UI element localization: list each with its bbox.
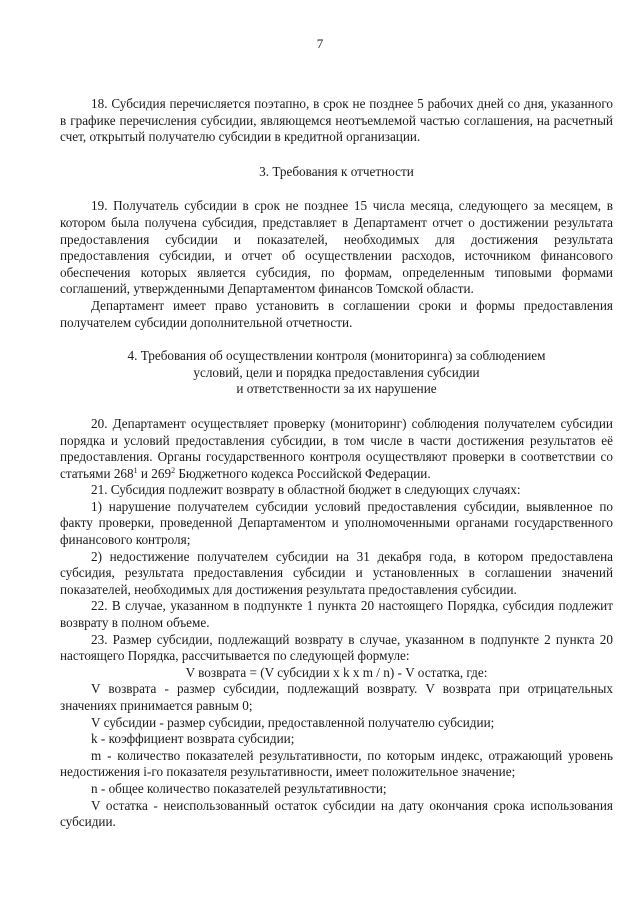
paragraph-20-text-b: и 269 [137,465,172,481]
superscript-2: 2 [171,465,176,475]
paragraph-18: 18. Субсидия перечисляется поэтапно, в срок не позднее 5 рабочих дней со дня, указанного в графике перечисления субсидии, являющемся неотъемлемой частью соглашения, на расчетный счет, открытый получателю субсидии в кредитной организации. [60,96,613,145]
paragraph-20 [60,416,613,482]
definition-n: n - общее количество показателей результативности; [91,780,387,796]
refund-formula: V возврата = (V субсидии x k x m / n) - V остатка, где: [185,664,488,680]
paragraph-21: 21. Субсидия подлежит возврату в областной бюджет в следующих случаях: [91,482,521,498]
definition-v-remainder: V остатка - неиспользованный остаток субсидии на дату окончания срока использования субсидии. [60,797,613,830]
definition-k: k - коэффициент возврата субсидии; [91,731,295,747]
paragraph-20-text-a: 20. Департамент осуществляет проверку (мониторинг) соблюдения получателем субсидии порядка и условий предоставления субсидии, в том числе в части достижения результатов её предоставления. Органы государственного контроля осуществляют проверки в соответствии со статьями 268 [60,415,613,481]
section-4-heading-line-3: и ответственности за их нарушение [236,381,437,397]
document-body [60,96,613,831]
section-3-heading: 3. Требования к отчетности [259,163,414,179]
paragraph-19: 19. Получатель субсидии в срок не позднее 15 числа месяца, следующего за месяцем, в котором была получена субсидия, представляет в Департамент отчет о достижении результата предоставления субсидии и показателей, необходимых для достижения результата предоставления субсидии, и отчет об осуществлении расходов, источником финансового обеспечения которых является субсидия, по формам, определенным типовыми формами соглашений, утвержденными Департаментом финансов Томской области. [60,198,613,297]
paragraph-21-item-2: 2) недостижение получателем субсидии на 31 декабря года, в котором предоставлена субсидия, результата предоставления субсидии и установленных в соглашении значений показателей, необходимых для достижения результата предоставления субсидии. [60,548,613,597]
definition-m: m - количество показателей результативности, по которым индекс, отражающий уровень недостижения i-го показателя результативности, имеет положительное значение; [60,747,613,780]
paragraph-23: 23. Размер субсидии, подлежащий возврату в случае, указанном в подпункте 2 пункта 20 настоящего Порядка, рассчитывается по следующей формуле: [60,631,613,664]
paragraph-21-item-1: 1) нарушение получателем субсидии условий предоставления субсидии, выявленное по факту проверки, проведенной Департаментом и уполномоченными органами государственного финансового контроля; [60,498,613,548]
superscript-1: 1 [133,465,138,475]
definition-v-refund: V возврата - размер субсидии, подлежащий возврату. V возврата при отрицательных значениях принимается равным 0; [60,681,613,713]
definition-v-subsidy: V субсидии - размер субсидии, предоставленной получателю субсидии; [91,714,495,730]
section-4-heading-line-1: 4. Требования об осуществлении контроля (мониторинга) за соблюдением [127,348,546,364]
paragraph-22: 22. В случае, указанном в подпункте 1 пункта 20 настоящего Порядка, субсидия подлежит возврату в полном объеме. [60,598,613,631]
page-number: 7 [316,36,324,51]
paragraph-20-text-c: Бюджетного кодекса Российской Федерации. [175,465,431,481]
paragraph-19-additional: Департамент имеет право установить в соглашении сроки и формы предоставления получателем субсидии дополнительной отчетности. [60,297,613,330]
section-4-heading-line-2: условий, цели и порядка предоставления субсидии [193,364,480,380]
